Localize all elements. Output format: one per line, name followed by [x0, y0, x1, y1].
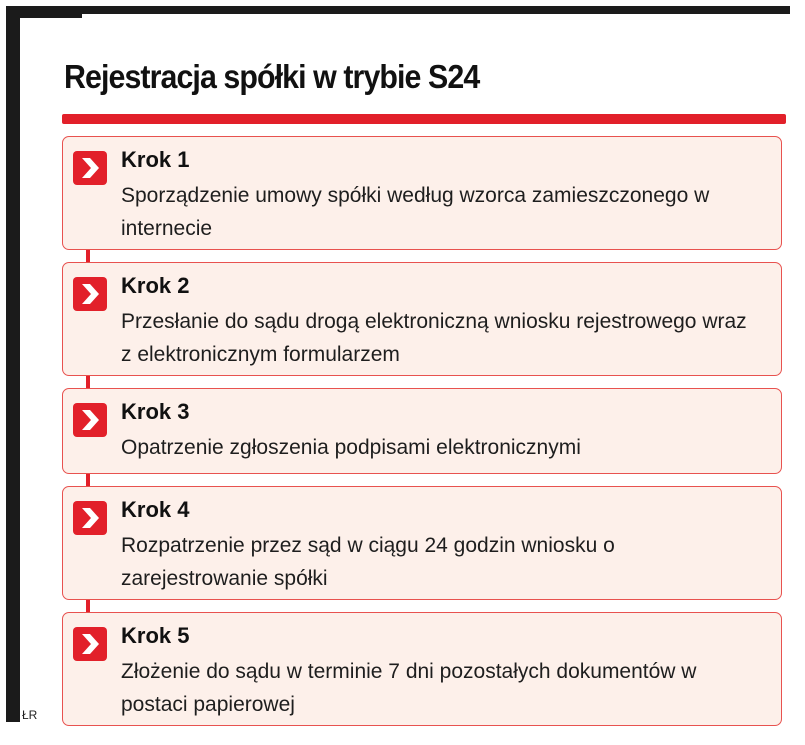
step-label: Krok 2 [121, 273, 190, 298]
step-2 [62, 262, 782, 376]
chevron-right-icon [73, 501, 107, 535]
step-label: Krok 1 [121, 147, 190, 172]
step-description: Przesłanie do sądu drogą elektroniczną wniosku rejestrowego wraz z elektronicznym formularzem [121, 310, 747, 366]
title-underline [62, 114, 786, 124]
step-label: Krok 3 [121, 399, 190, 424]
step-1 [62, 136, 782, 250]
step-label: Krok 5 [121, 623, 190, 648]
author-credit: ŁR [22, 708, 38, 722]
step-5 [62, 612, 782, 726]
chevron-right-icon [73, 151, 107, 185]
chevron-right-icon [73, 277, 107, 311]
chevron-right-icon [73, 403, 107, 437]
frame-left-bar [6, 6, 20, 722]
step-description: Rozpatrzenie przez sąd w ciągu 24 godzin wniosku o zarejestrowanie spółki [121, 534, 615, 590]
step-description: Sporządzenie umowy spółki według wzorca zamieszczonego w internecie [121, 184, 710, 240]
step-label: Krok 4 [121, 497, 190, 522]
step-3 [62, 388, 782, 474]
frame-top-bar [6, 6, 790, 14]
page-title: Rejestracja spółki w trybie S24 [64, 58, 480, 95]
step-description: Złożenie do sądu w terminie 7 dni pozostałych dokumentów w postaci papierowej [121, 660, 697, 716]
step-description: Opatrzenie zgłoszenia podpisami elektronicznymi [121, 436, 581, 459]
chevron-right-icon [73, 627, 107, 661]
step-4 [62, 486, 782, 600]
